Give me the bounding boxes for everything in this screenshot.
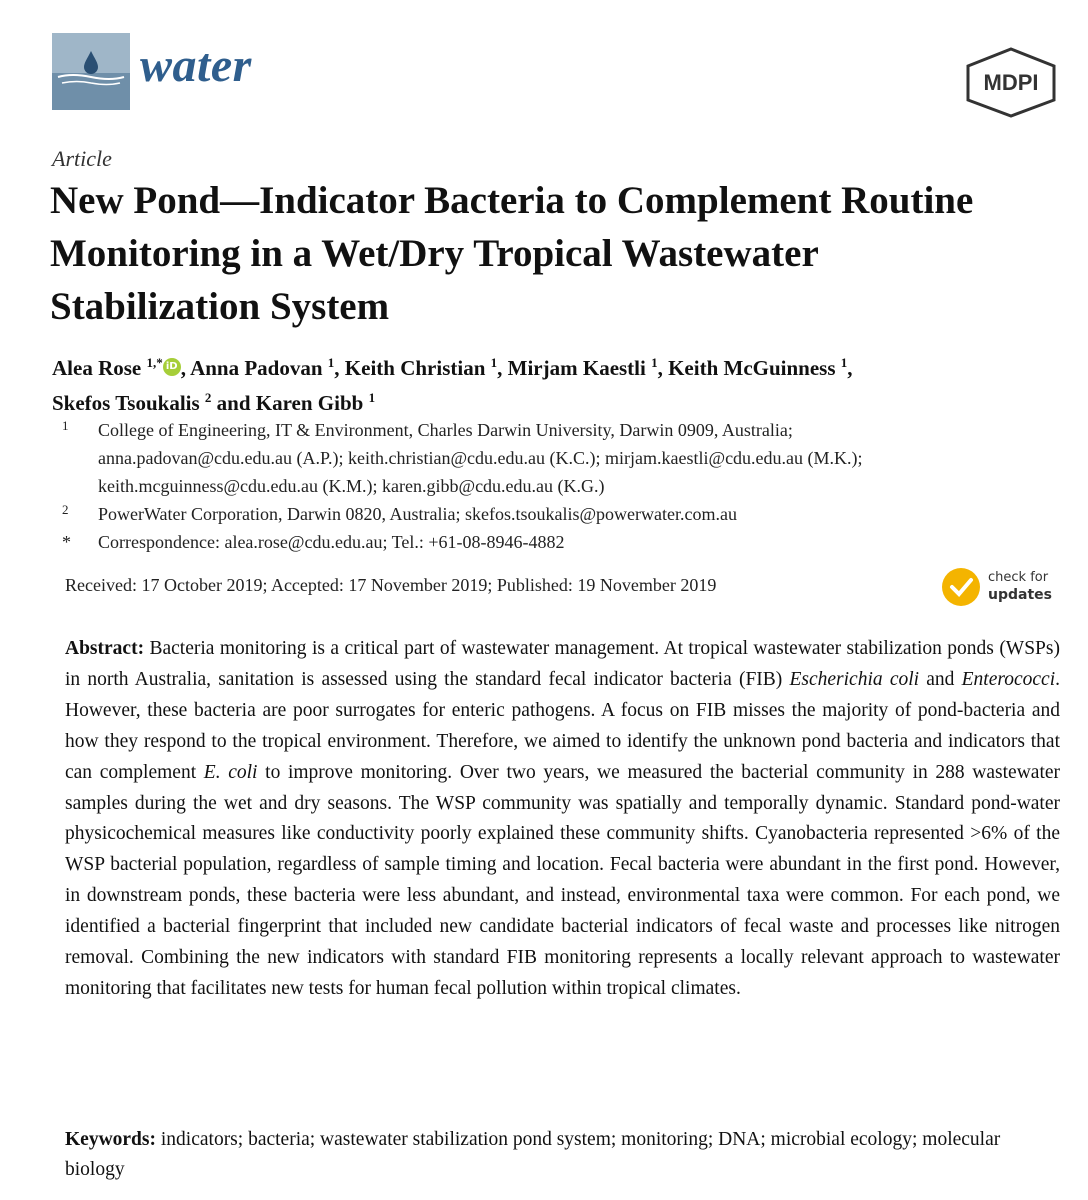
abstract-text-2: and xyxy=(919,668,962,690)
affiliation-line: Correspondence: alea.rose@cdu.edu.au; Tel.: +61-08-8946-4882 xyxy=(98,532,565,552)
abstract-label: Abstract: xyxy=(65,638,145,659)
abstract xyxy=(65,634,1060,1005)
affiliation-item xyxy=(62,416,1072,500)
abstract-species-1: Escherichia coli xyxy=(789,668,920,690)
author-name: Anna Padovan xyxy=(190,356,328,380)
journal-name: water xyxy=(140,39,252,92)
keywords xyxy=(65,1125,1060,1185)
check-updates-line1: check for xyxy=(988,570,1049,585)
checkmark-icon xyxy=(942,568,980,606)
paper-title: New Pond—Indicator Bacteria to Complement Routine Monitoring in a Wet/Dry Tropical Wastewater Stabilization System xyxy=(50,179,974,328)
publication-dates: Received: 17 October 2019; Accepted: 17 November 2019; Published: 19 November 2019 xyxy=(65,575,717,595)
author-affiliation-mark: 1 xyxy=(490,355,498,370)
affiliation-text xyxy=(98,528,1072,556)
affiliation-mark: 2 xyxy=(62,502,69,517)
journal-logo-icon xyxy=(52,33,130,110)
publisher-name: MDPI xyxy=(983,70,1039,95)
author-affiliation-mark: 1 xyxy=(651,355,658,370)
affiliation-list xyxy=(62,416,1072,556)
abstract-text-1: Bacteria monitoring is a critical part of wastewater management. At tropical wastewater stabilization ponds (WSPs) in north Australia, sanitation is assessed using the standard fecal indicator bacteria (FIB) xyxy=(65,638,1060,690)
author-affiliation-mark: 1 xyxy=(368,390,376,405)
author-affiliation-mark: 1,* xyxy=(146,355,163,370)
check-updates-badge[interactable] xyxy=(942,568,1062,610)
affiliation-line: College of Engineering, IT & Environment, Charles Darwin University, Darwin 0909, Australia; xyxy=(98,420,793,440)
affiliation-mark: * xyxy=(62,532,71,552)
author-affiliation-mark: 1 xyxy=(327,355,335,370)
article-type: Article xyxy=(52,146,112,171)
author-name: Keith McGuinness xyxy=(668,356,841,380)
abstract-species-2: Enterococci xyxy=(961,668,1056,690)
abstract-text-4: to improve monitoring. Over two years, we measured the bacterial community in 288 wastewater samples during the wet and dry seasons. The WSP community was spatially and temporally dynamic. Standard pond-water physicochemical measures like conductivity poorly explained these community shifts. Cyanobacteria represented >6% of the WSP bacterial population, regardless of sample timing and location. Fecal bacteria were abundant in the first pond. However, in downstream ponds, these bacteria were less abundant, and instead, environmental taxa were common. For each pond, we identified a bacterial fingerprint that included new candidate bacterial indicators of fecal waste and processes like nitrogen removal. Combining the new indicators with standard FIB monitoring represents a locally relevant approach to wastewater monitoring that facilitates new tests for human fecal pollution within tropical climates. xyxy=(65,761,1061,999)
author-affiliation-mark: 2 xyxy=(204,390,212,405)
author-affiliation-mark: 1 xyxy=(840,355,848,370)
check-updates-line2: updates xyxy=(988,587,1052,603)
affiliation-item xyxy=(62,528,1072,556)
affiliation-text xyxy=(98,500,1072,528)
affiliation-line: keith.mcguinness@cdu.edu.au (K.M.); karen.gibb@cdu.edu.au (K.G.) xyxy=(98,476,605,496)
author-list: Alea Rose $^{1,*}$ iD , Anna Padovan $^1$, Keith Christian $^1$, Mirjam Kaestli $^1$, Keith McGuinness $^1$, Skefos Tsoukalis $^2$ and Karen Gibb $^1$ xyxy=(52,355,853,415)
author-name: Keith Christian xyxy=(344,356,491,380)
author-name: Alea Rose xyxy=(52,356,147,380)
author-name: Skefos Tsoukalis xyxy=(52,391,205,415)
author-name: Karen Gibb xyxy=(255,391,369,415)
orcid-icon[interactable]: iD xyxy=(163,358,181,376)
affiliation-text xyxy=(98,416,1072,500)
affiliation-item xyxy=(62,500,1072,528)
keywords-text: indicators; bacteria; wastewater stabilization pond system; monitoring; DNA; microbial ecology; molecular biology xyxy=(65,1129,1001,1180)
publisher-logo xyxy=(962,46,1060,118)
abstract-species-3: E. coli xyxy=(203,761,258,783)
author-name: Mirjam Kaestli xyxy=(507,356,652,380)
keywords-label: Keywords: xyxy=(65,1129,156,1150)
affiliation-line: anna.padovan@cdu.edu.au (A.P.); keith.christian@cdu.edu.au (K.C.); mirjam.kaestli@cdu.edu.au (M.K.); xyxy=(98,448,863,468)
affiliation-mark: 1 xyxy=(62,418,69,433)
affiliation-line: PowerWater Corporation, Darwin 0820, Australia; skefos.tsoukalis@powerwater.com.au xyxy=(98,504,737,524)
abstract-text-3: . However, these bacteria are poor surrogates for enteric pathogens. A focus on FIB misses the majority of pond-bacteria and how they respond to the tropical environment. Therefore, we aimed to identify the unknown pond bacteria and indicators that can complement xyxy=(65,668,1060,783)
